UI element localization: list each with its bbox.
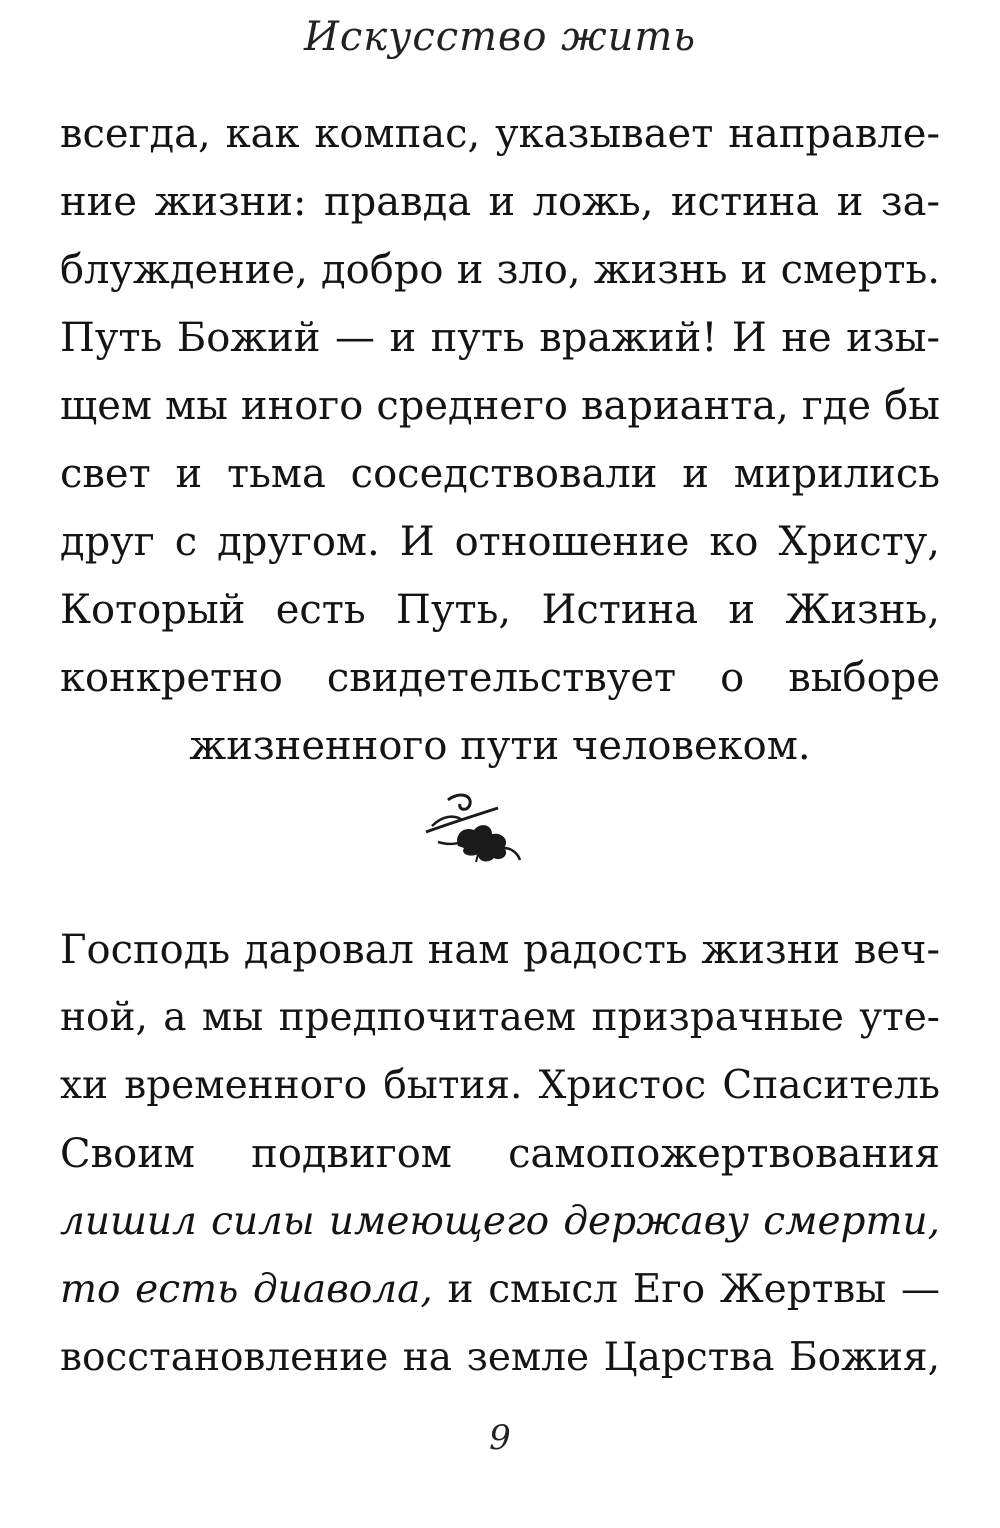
text-line: друг с другом. И отношение ко Христу,	[60, 519, 940, 565]
text-line: щем мы иного среднего варианта, где бы	[60, 383, 940, 429]
text-line: ной, а мы предпочитаем призрачные уте-	[60, 995, 940, 1040]
mixed-style-line	[60, 1256, 940, 1324]
text-line: хи временного бытия. Христос Спаситель	[60, 1063, 940, 1108]
italic-quote-fragment: то есть диавола,	[60, 1267, 433, 1312]
text-line: конкретно свидетельствует о выборе	[60, 655, 940, 701]
text-line: свет и тьма соседствовали и мирились	[60, 451, 940, 497]
paragraph-1	[60, 100, 940, 780]
text-line-centered: жизненного пути человеком.	[189, 723, 811, 769]
text-line: всегда, как компас, указывает направле-	[60, 111, 940, 157]
italic-quote-line: лишил силы имеющего державу смерти,	[60, 1199, 940, 1244]
text-line: Который есть Путь, Истина и Жизнь,	[60, 587, 940, 633]
text-line: восстановление на земле Царства Божия,	[60, 1335, 940, 1380]
paragraph-2	[60, 916, 940, 1392]
running-title: Искусство жить	[303, 14, 697, 60]
text-fragment: и смысл Его Жертвы —	[432, 1267, 940, 1312]
text-line: ние жизни: правда и ложь, истина и за-	[60, 179, 940, 225]
vine-leaf-ornament-icon	[418, 786, 528, 866]
page-number: 9	[489, 1418, 511, 1458]
text-line: блуждение, добро и зло, жизнь и смерть.	[60, 247, 940, 293]
text-line: Господь даровал нам радость жизни веч-	[60, 927, 940, 973]
text-line: Путь Божий — и путь вражий! И не изы-	[60, 315, 940, 361]
text-line: Своим подвигом самопожертвования	[60, 1131, 940, 1177]
